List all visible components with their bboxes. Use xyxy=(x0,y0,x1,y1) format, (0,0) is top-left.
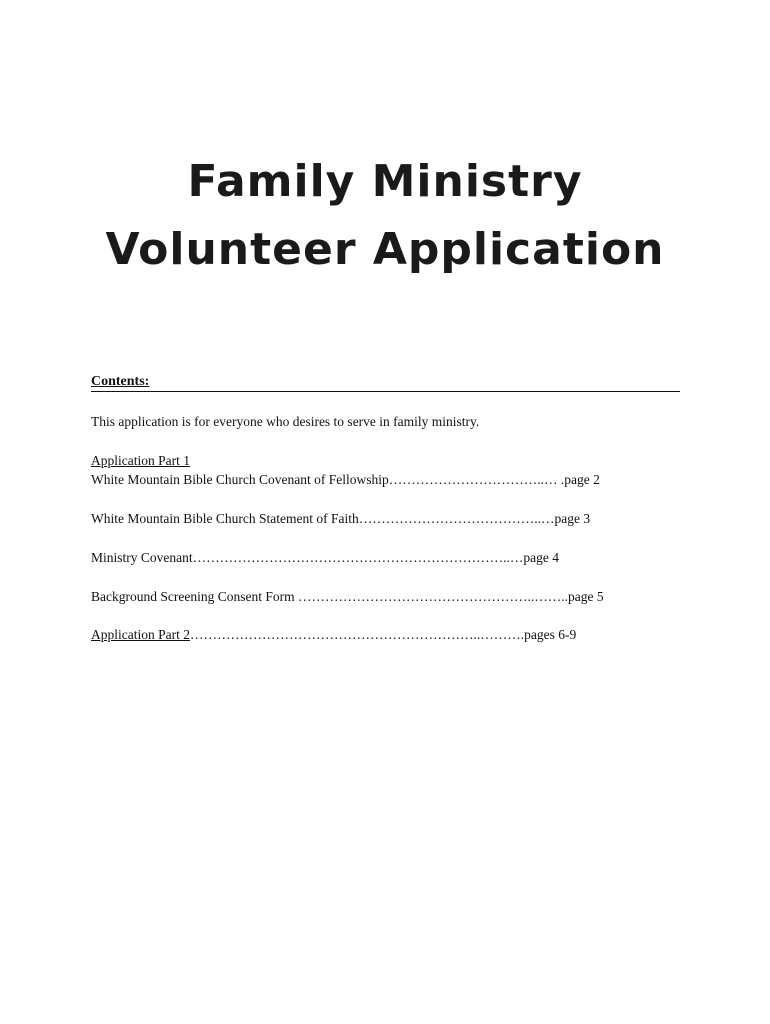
toc-entry-background-screening xyxy=(91,588,604,606)
contents-heading xyxy=(91,374,680,392)
contents-label: Contents: xyxy=(91,374,150,389)
toc-entry-page: page 5 xyxy=(567,589,604,604)
toc-entry-page: pages 6-9 xyxy=(524,627,577,642)
toc-entry-leader: ……………………………………………..…….. xyxy=(297,589,568,604)
toc-entry-covenant-of-fellowship xyxy=(91,471,600,489)
toc-entry-page: page 4 xyxy=(523,550,559,565)
toc-entry-page: page 3 xyxy=(554,511,591,526)
intro-text: This application is for everyone who desires to serve in family ministry. xyxy=(91,414,480,429)
document-title-line-2: Volunteer Application xyxy=(105,224,665,275)
toc-entry-leader: …………………………………..… xyxy=(358,511,555,526)
document-title-line-1: Family Ministry xyxy=(187,156,583,207)
toc-entry-application-part-2 xyxy=(91,626,576,644)
toc-entry-label: Application Part 2 xyxy=(91,627,190,642)
toc-entry-ministry-covenant xyxy=(91,549,559,567)
toc-entry-page: page 2 xyxy=(564,472,600,487)
toc-entry-label: White Mountain Bible Church Statement of Faith xyxy=(91,511,359,526)
toc-entry-leader: ……………………………………………………………..… xyxy=(192,550,524,565)
toc-entry-leader: ……………………………..… . xyxy=(388,472,565,487)
toc-entry-label: Background Screening Consent Form xyxy=(91,589,298,604)
toc-entry-leader: ………………………………………………………..………. xyxy=(189,627,525,642)
application-part-1-label: Application Part 1 xyxy=(91,453,190,468)
toc-entry-label: Ministry Covenant xyxy=(91,550,193,565)
toc-entry-label: White Mountain Bible Church Covenant of Fellowship xyxy=(91,472,389,487)
toc-entry-statement-of-faith xyxy=(91,510,590,528)
